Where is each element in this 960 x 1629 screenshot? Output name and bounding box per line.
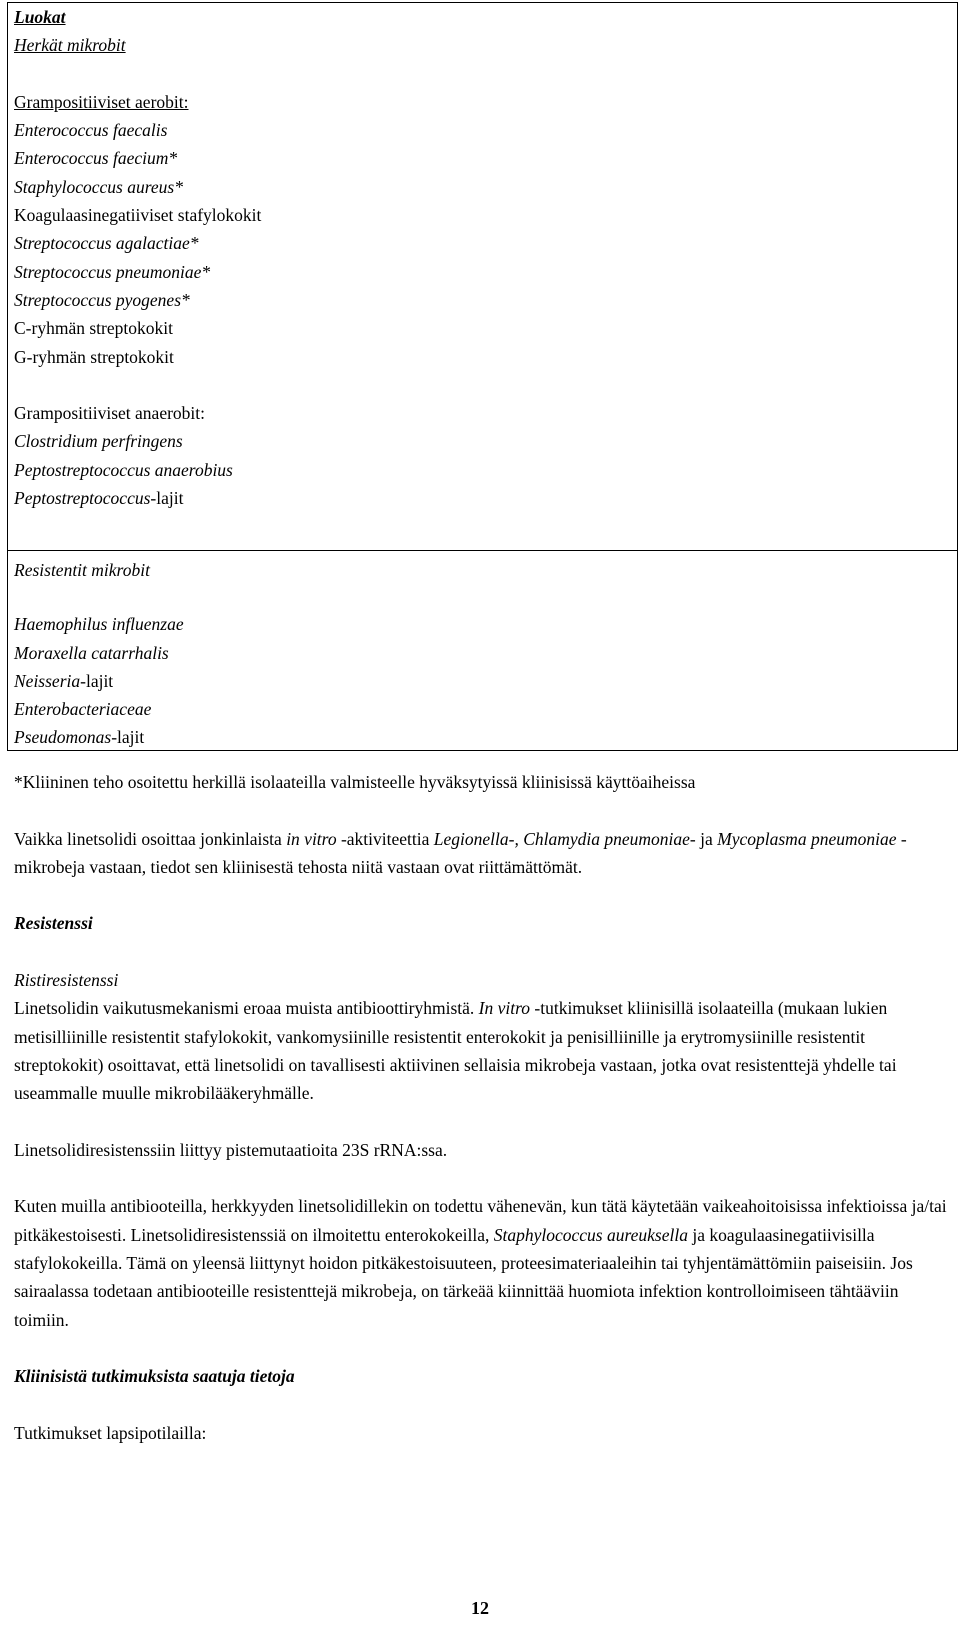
organism-suffix: -lajit [150, 488, 184, 509]
organism-item [14, 484, 951, 512]
organism-name: Moraxella catarrhalis [14, 642, 169, 663]
organism-name: Peptostreptococcus [14, 488, 151, 509]
italic-span: in vitro [286, 828, 337, 849]
organism-item [14, 639, 951, 667]
organism-item [14, 667, 951, 695]
susceptible-cell [8, 3, 957, 551]
page-number: 12 [471, 1598, 489, 1618]
organism-item: Streptococcus pneumoniae* [14, 261, 211, 282]
clinical-heading: Kliinisistä tutkimuksista saatuja tietoja [14, 1366, 295, 1387]
organism-item: Koagulaasinegatiiviset stafylokokit [14, 205, 262, 226]
text-span: Vaikka linetsolidi osoittaa jonkinlaista [14, 828, 287, 849]
italic-span: Staphylococcus aureuksella [493, 1224, 688, 1245]
organism-suffix: -lajit [80, 670, 114, 691]
organism-name: Peptostreptococcus anaerobius [14, 459, 233, 480]
organism-item: Staphylococcus aureus* [14, 176, 183, 197]
table-header: Luokat [14, 7, 66, 27]
organism-item: Enterococcus faecium* [14, 148, 178, 169]
organism-item [14, 723, 951, 751]
organism-name: Haemophilus influenzae [14, 614, 184, 635]
organism-item [14, 427, 951, 455]
text-span: -tutkimukset kliinisillä isolaateilla (mukaan lukien metisilliinille resistentit stafylokokit, vankomysiinille resistentit enterokokit ja penisilliinille ja erytromysiinille resistentit streptokokit) osoittavat, että linetsolidi on tavallisesti aktiivinen sellaisia mikrobeja vastaan, jotka ovat resistenttejä yhdelle tai useammalle muulle mikrobilääkeryhmälle. [14, 998, 897, 1104]
resistance-heading: Resistenssi [14, 913, 93, 934]
gp-anaerobes-title: Grampositiiviset anaerobit: [14, 403, 205, 424]
cross-resistance-heading: Ristiresistenssi [14, 970, 119, 991]
susceptibility-table [7, 2, 958, 751]
italic-span: Mycoplasma pneumoniae [717, 828, 897, 849]
paragraph-cross-resistance [14, 994, 954, 1107]
text-span: Linetsolidin vaikutusmekanismi eroaa muista antibioottiryhmistä. [14, 998, 479, 1019]
text-span: -mikrobeja vastaan, tiedot sen kliinisestä tehosta niitä vastaan ovat riittämättömät. [14, 828, 907, 877]
document-body [14, 768, 954, 1447]
text-span: ja koagulaasinegatiivisilla stafylokokeilla. Tämä on yleensä liittynyt hoidon pitkäkestoisuuteen, proteesimateriaaleihin tai tyhjentämättömiin paiseisiin. Jos sairaalassa todetaan antibiooteille resistenttejä mikrobeja, on tärkeää kiinnittää huomiota infektion kontrolloimiseen tähtääviin toimiin. [14, 1224, 913, 1330]
paragraph-reduced-susceptibility [14, 1192, 954, 1333]
organism-item: C-ryhmän streptokokit [14, 318, 173, 339]
organism-name: Neisseria [14, 670, 81, 691]
text-span: - ja [689, 828, 718, 849]
gp-aerobes-title: Grampositiiviset aerobit: [14, 91, 189, 112]
organism-name: Pseudomonas [14, 727, 112, 748]
resistant-cell [8, 556, 957, 750]
organism-item [14, 695, 951, 723]
susceptible-title: Herkät mikrobit [14, 35, 126, 56]
italic-span: In vitro [478, 998, 531, 1019]
organism-name: Clostridium perfringens [14, 431, 183, 452]
organism-item [14, 610, 951, 638]
organism-item [14, 456, 951, 484]
text-span: Kuten muilla antibiooteilla, herkkyyden linetsolidillekin on todettu vähenevän, kun tätä käytetään vaikeahoitoisissa infektioissa ja/tai pitkäkestoisesti. Linetsolidiresistenssiä on ilmoitettu enterokokeilla, [14, 1196, 947, 1245]
pediatric-heading: Tutkimukset lapsipotilailla: [14, 1422, 207, 1443]
resistant-title: Resistentit mikrobit [14, 560, 150, 580]
text-span: -aktiviteettia [336, 828, 434, 849]
paragraph-mutations: Linetsolidiresistenssiin liittyy pistemutaatioita 23S rRNA:ssa. [14, 1139, 448, 1160]
organism-suffix: -lajit [111, 727, 145, 748]
organism-item: Streptococcus pyogenes* [14, 289, 190, 310]
paragraph-activity [14, 825, 954, 882]
organism-name: Enterobacteriaceae [14, 699, 152, 720]
organism-item: Enterococcus faecalis [14, 120, 168, 141]
organism-item: Streptococcus agalactiae* [14, 233, 199, 254]
organism-item: G-ryhmän streptokokit [14, 346, 174, 367]
footnote: *Kliininen teho osoitettu herkillä isolaateilla valmisteelle hyväksytyissä kliinisissä käyttöaiheissa [14, 772, 696, 792]
italic-span: Legionella-, Chlamydia pneumoniae [433, 828, 690, 849]
